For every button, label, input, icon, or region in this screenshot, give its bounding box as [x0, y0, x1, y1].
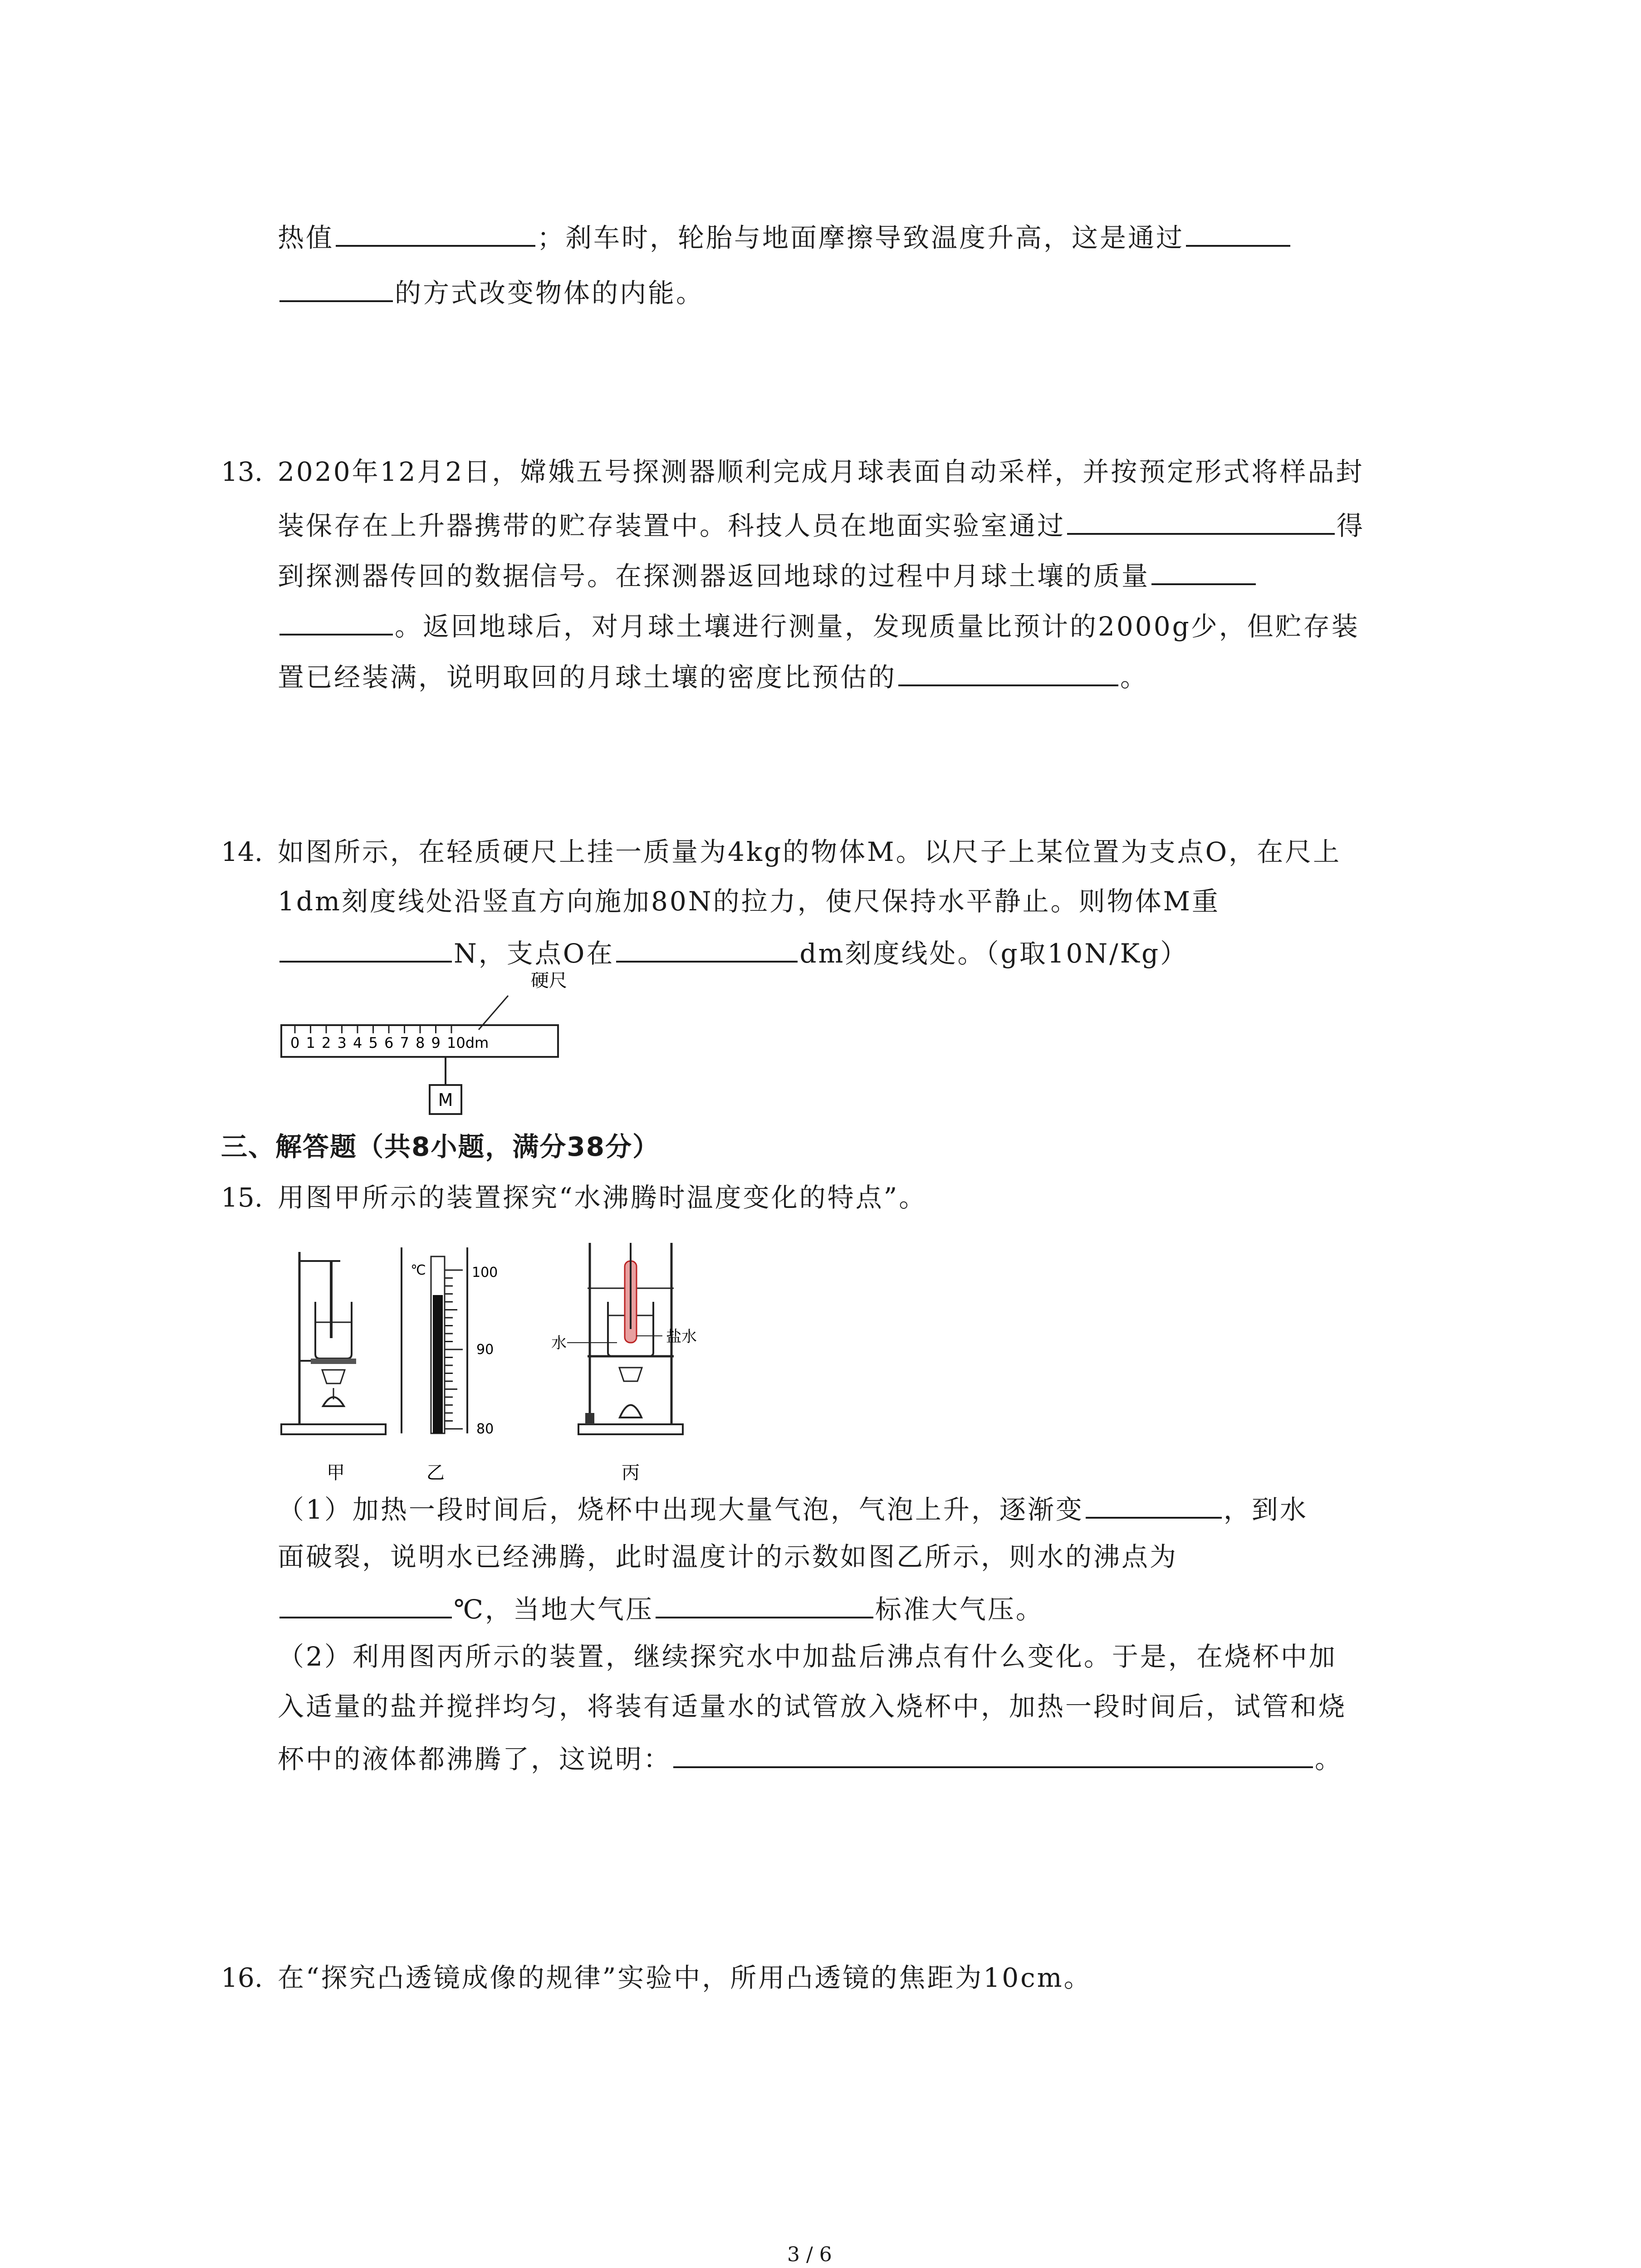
q13-blank-2a[interactable]	[1151, 555, 1256, 585]
q13-line4	[278, 606, 1360, 645]
q15-p2-line3-end: 。	[1315, 1744, 1343, 1774]
thermo-tick-80: 80	[476, 1421, 494, 1437]
q12-text-a: 热值	[278, 222, 334, 253]
q13-blank-3[interactable]	[898, 656, 1118, 686]
q14-line1: 如图所示，在轻质硬尺上挂一质量为4kg的物体M。以尺子上某位置为支点O，在尺上	[278, 836, 1342, 867]
ruler-tick-label: 2	[322, 1034, 331, 1051]
q15-number: 15.	[221, 1182, 263, 1213]
q14-line3-text-a: N，支点O在	[454, 938, 615, 969]
thermo-tick-100: 100	[472, 1265, 498, 1281]
q13-line3	[278, 555, 1258, 594]
q13-line2-text: 装保存在上升器携带的贮存装置中。科技人员在地面实验室通过	[278, 510, 1066, 541]
ruler-tick-label: 6	[384, 1034, 394, 1051]
ruler-tick-label: 9	[431, 1034, 441, 1051]
mass-label: M	[438, 1090, 453, 1110]
ruler-tick-label: 3	[337, 1034, 347, 1051]
ruler-tick-label: 7	[400, 1034, 409, 1051]
thermo-tick-90: 90	[476, 1342, 494, 1358]
q16-number: 16.	[221, 1962, 263, 1993]
q13-blank-2b[interactable]	[279, 606, 393, 635]
ruler-tick-label: 0	[290, 1034, 300, 1051]
q15-p1-line3-text-a: ℃，当地大气压	[454, 1594, 654, 1625]
q13-line5	[278, 656, 1148, 695]
ruler-tick-label: 10dm	[447, 1034, 489, 1051]
q12-line1	[278, 217, 1292, 256]
ruler-tick-label: 4	[353, 1034, 362, 1051]
figure-bing-apparatus	[551, 1243, 697, 1434]
section3-title: 三、解答题（共8小题，满分38分）	[221, 1131, 660, 1162]
q15-p1-line1-end: ，到水	[1223, 1494, 1308, 1525]
ruler-ticks	[290, 1025, 489, 1051]
q15-blank-2[interactable]	[279, 1589, 452, 1618]
q15-intro: 用图甲所示的装置探究“水沸腾时温度变化的特点”。	[278, 1182, 927, 1213]
q13-blank-1[interactable]	[1067, 505, 1335, 535]
ruler-tick-label: 1	[306, 1034, 315, 1051]
q13-line2-end: 得	[1337, 510, 1365, 541]
ruler-tick-label: 5	[368, 1034, 378, 1051]
q16-line1: 在“探究凸透镜成像的规律”实验中，所用凸透镜的焦距为10cm。	[278, 1962, 1092, 1993]
q13-line4-text: 。返回地球后，对月球土壤进行测量，发现质量比预计的2000g少，但贮存装	[395, 611, 1360, 642]
q15-p2-line1: （2）利用图丙所示的装置，继续探究水中加盐后沸点有什么变化。于是，在烧杯中加	[278, 1641, 1337, 1672]
q12-blank-2b[interactable]	[279, 272, 393, 302]
q15-blank-1[interactable]	[1086, 1489, 1222, 1519]
q15-p2-line2: 入适量的盐并搅拌均匀，将装有适量水的试管放入烧杯中，加热一段时间后，试管和烧	[278, 1691, 1347, 1722]
q15-figures	[272, 1234, 771, 1488]
q14-line2: 1dm刻度线处沿竖直方向施加80N的拉力，使尺保持水平静止。则物体M重	[278, 886, 1220, 917]
label-saltwater: 盐水	[666, 1328, 697, 1346]
q12-line2	[278, 272, 704, 311]
fig-label-jia: 甲	[327, 1462, 345, 1483]
thermo-unit: ℃	[411, 1262, 426, 1278]
q13-line1: 2020年12月2日，嫦娥五号探测器顺利完成月球表面自动采样，并按预定形式将样品封	[278, 456, 1364, 487]
q15-blank-4[interactable]	[673, 1738, 1313, 1768]
q15-p1-line1	[278, 1489, 1308, 1528]
q15-blank-3[interactable]	[656, 1589, 873, 1618]
q15-p2-line3	[278, 1738, 1343, 1777]
ruler-tick-label: 8	[416, 1034, 425, 1051]
q13-number: 13.	[221, 456, 263, 487]
q13-line2	[278, 505, 1365, 544]
q15-p1-line2: 面破裂，说明水已经沸腾，此时温度计的示数如图乙所示，则水的沸点为	[278, 1541, 1178, 1572]
q12-text-b: ；刹车时，轮胎与地面摩擦导致温度升高，这是通过	[537, 222, 1185, 253]
fig-label-yi: 乙	[426, 1462, 445, 1483]
q13-line5-end: 。	[1120, 662, 1149, 693]
q12-text-c: 的方式改变物体的内能。	[395, 278, 705, 308]
q15-p1-line1-text: （1）加热一段时间后，烧杯中出现大量气泡，气泡上升，逐渐变	[278, 1494, 1084, 1525]
q15-p1-line3	[278, 1589, 1044, 1628]
figure-jia-apparatus	[281, 1252, 386, 1434]
q13-line5-text: 置已经装满，说明取回的月球土壤的密度比预估的	[278, 662, 897, 693]
fig-label-bing: 丙	[622, 1462, 640, 1483]
q14-blank-1[interactable]	[279, 933, 452, 963]
q13-line3-text: 到探测器传回的数据信号。在探测器返回地球的过程中月球土壤的质量	[278, 561, 1150, 591]
ruler-label: 硬尺	[531, 970, 567, 991]
q14-blank-2[interactable]	[616, 933, 798, 963]
q12-blank-1[interactable]	[336, 217, 535, 247]
q14-number: 14.	[221, 836, 263, 867]
q12-blank-2a[interactable]	[1186, 217, 1290, 247]
q15-p1-line3-text-b: 标准大气压。	[875, 1594, 1044, 1625]
q15-p2-line3-text: 杯中的液体都沸腾了，这说明：	[278, 1744, 672, 1774]
label-water: 水	[551, 1334, 567, 1352]
page-number: 3 / 6	[787, 2243, 832, 2266]
figure-yi-thermometer	[402, 1247, 498, 1437]
q14-line3-text-b: dm刻度线处。（g取10N/Kg）	[799, 938, 1189, 969]
ruler-figure	[272, 966, 599, 1116]
